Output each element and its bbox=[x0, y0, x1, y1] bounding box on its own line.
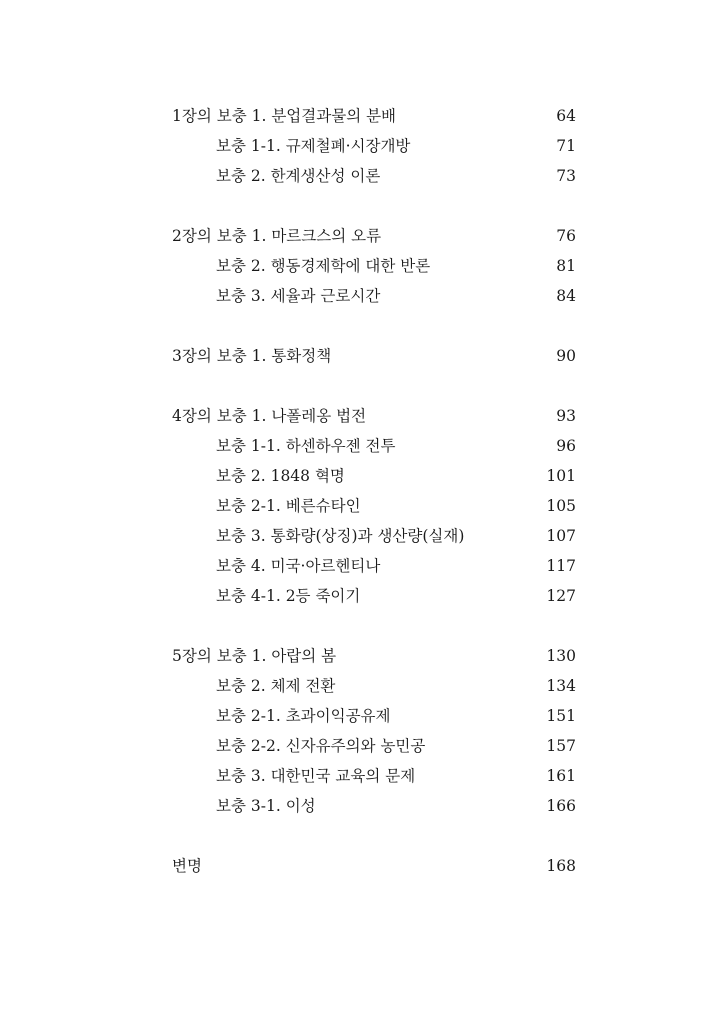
toc-entry-title: 보충 4. 미국·아르헨티나 bbox=[216, 557, 381, 575]
toc-entry bbox=[172, 521, 576, 551]
toc-entry-title: 보충 3. 통화량(상징)과 생산량(실재) bbox=[216, 527, 465, 545]
toc-entry bbox=[172, 131, 576, 161]
toc-entry-title: 보충 1-1. 하센하우젠 전투 bbox=[216, 437, 396, 455]
toc-entry-page-number: 151 bbox=[546, 707, 576, 725]
toc-entry-page-number: 161 bbox=[546, 767, 576, 785]
toc-entry-title: 보충 2-1. 베른슈타인 bbox=[216, 497, 361, 515]
table-of-contents bbox=[172, 101, 576, 911]
toc-entry bbox=[172, 731, 576, 761]
toc-entry-title: 보충 2-1. 초과이익공유제 bbox=[216, 707, 391, 725]
toc-entry bbox=[172, 251, 576, 281]
toc-section bbox=[172, 401, 576, 611]
toc-entry-page-number: 90 bbox=[556, 347, 576, 365]
toc-entry-title: 5장의 보충 1. 아랍의 봄 bbox=[172, 647, 337, 665]
toc-section bbox=[172, 641, 576, 821]
toc-entry-title: 보충 2-2. 신자유주의와 농민공 bbox=[216, 737, 426, 755]
toc-entry-title: 변명 bbox=[172, 857, 202, 875]
toc-entry-page-number: 81 bbox=[556, 257, 576, 275]
toc-entry-page-number: 166 bbox=[546, 797, 576, 815]
toc-entry-page-number: 96 bbox=[556, 437, 576, 455]
toc-entry bbox=[172, 851, 576, 881]
toc-entry-page-number: 157 bbox=[546, 737, 576, 755]
toc-entry-title: 보충 2. 체제 전환 bbox=[216, 677, 336, 695]
toc-entry bbox=[172, 221, 576, 251]
toc-section bbox=[172, 101, 576, 191]
toc-entry-title: 보충 2. 행동경제학에 대한 반론 bbox=[216, 257, 431, 275]
toc-entry-title: 보충 1-1. 규제철폐·시장개방 bbox=[216, 137, 411, 155]
toc-entry bbox=[172, 431, 576, 461]
toc-entry bbox=[172, 401, 576, 431]
toc-section bbox=[172, 851, 576, 881]
toc-entry-title: 보충 3. 대한민국 교육의 문제 bbox=[216, 767, 416, 785]
toc-entry bbox=[172, 641, 576, 671]
toc-entry bbox=[172, 791, 576, 821]
toc-entry-page-number: 134 bbox=[546, 677, 576, 695]
toc-entry-title: 보충 4-1. 2등 죽이기 bbox=[216, 587, 361, 605]
toc-entry-page-number: 71 bbox=[556, 137, 576, 155]
toc-entry bbox=[172, 761, 576, 791]
toc-entry-title: 1장의 보충 1. 분업결과물의 분배 bbox=[172, 107, 397, 125]
toc-entry bbox=[172, 341, 576, 371]
toc-entry-page-number: 64 bbox=[556, 107, 576, 125]
toc-entry bbox=[172, 281, 576, 311]
toc-entry-title: 보충 3. 세율과 근로시간 bbox=[216, 287, 381, 305]
toc-entry-title: 보충 3-1. 이성 bbox=[216, 797, 316, 815]
toc-entry bbox=[172, 101, 576, 131]
toc-entry-title: 보충 2. 한계생산성 이론 bbox=[216, 167, 381, 185]
toc-entry bbox=[172, 671, 576, 701]
toc-entry bbox=[172, 161, 576, 191]
toc-entry-title: 3장의 보충 1. 통화정책 bbox=[172, 347, 332, 365]
toc-section bbox=[172, 221, 576, 311]
toc-entry-page-number: 73 bbox=[556, 167, 576, 185]
toc-entry bbox=[172, 581, 576, 611]
toc-entry-title: 보충 2. 1848 혁명 bbox=[216, 467, 345, 485]
toc-section bbox=[172, 341, 576, 371]
toc-entry bbox=[172, 551, 576, 581]
toc-entry-page-number: 127 bbox=[546, 587, 576, 605]
toc-entry bbox=[172, 701, 576, 731]
toc-entry-page-number: 107 bbox=[546, 527, 576, 545]
toc-entry-page-number: 84 bbox=[556, 287, 576, 305]
toc-entry-page-number: 117 bbox=[546, 557, 576, 575]
toc-entry bbox=[172, 491, 576, 521]
toc-entry-page-number: 168 bbox=[546, 857, 576, 875]
toc-entry-page-number: 93 bbox=[556, 407, 576, 425]
toc-entry-page-number: 105 bbox=[546, 497, 576, 515]
toc-entry-page-number: 76 bbox=[556, 227, 576, 245]
toc-entry-page-number: 101 bbox=[546, 467, 576, 485]
toc-entry-title: 4장의 보충 1. 나폴레옹 법전 bbox=[172, 407, 367, 425]
toc-entry-page-number: 130 bbox=[546, 647, 576, 665]
toc-entry bbox=[172, 461, 576, 491]
toc-entry-title: 2장의 보충 1. 마르크스의 오류 bbox=[172, 227, 382, 245]
